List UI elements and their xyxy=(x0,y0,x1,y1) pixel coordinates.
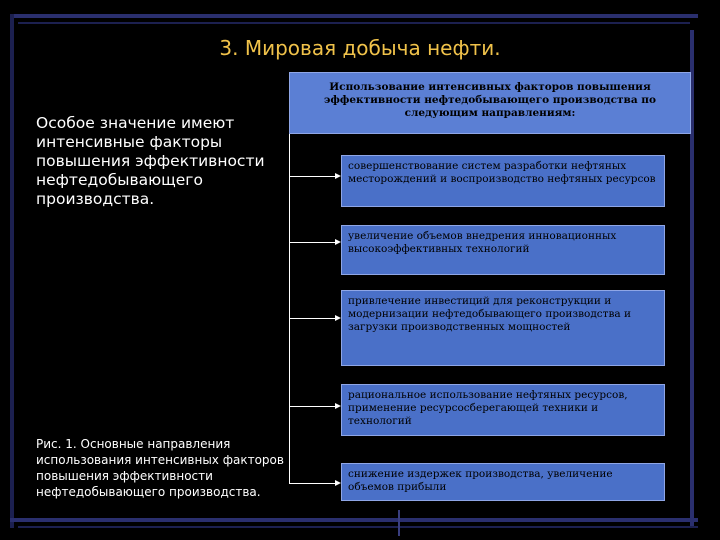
connector-line-4 xyxy=(289,406,337,407)
frame-tick xyxy=(398,510,400,536)
direction-box-1: совершенствование систем разработки нефтяных месторождений и воспроизводство нефтяных ресурсов xyxy=(341,155,665,207)
direction-box-2: увеличение объемов внедрения инновационных высокоэффективных технологий xyxy=(341,225,665,275)
connector-line-2 xyxy=(289,242,337,243)
diagram-header-box: Использование интенсивных факторов повышения эффективности нефтедобывающего производства по следующим направлениям: xyxy=(289,72,691,134)
figure-caption: Рис. 1. Основные направления использования интенсивных факторов повышения эффективности нефтедобывающего производства. xyxy=(36,437,284,499)
lead-text: Особое значение имеют интенсивные факторы повышения эффективности нефтедобывающего производства. xyxy=(36,114,265,208)
frame-bottom xyxy=(10,518,698,522)
direction-box-4: рациональное использование нефтяных ресурсов, применение ресурсосберегающей техники и технологий xyxy=(341,384,665,436)
frame-top-inner xyxy=(18,22,690,24)
connector-line-3 xyxy=(289,318,337,319)
frame-bottom-inner xyxy=(18,526,698,528)
connector-line-5 xyxy=(289,483,337,484)
slide-title: 3. Мировая добыча нефти. xyxy=(219,36,501,60)
direction-box-3: привлечение инвестиций для реконструкции и модернизации нефтедобывающего производства и загрузки производственных мощностей xyxy=(341,290,665,366)
frame-left xyxy=(10,14,14,528)
direction-box-5: снижение издержек производства, увеличение объемов прибыли xyxy=(341,463,665,501)
connector-vertical-line xyxy=(289,134,290,484)
connector-line-1 xyxy=(289,176,337,177)
frame-top xyxy=(10,14,698,18)
